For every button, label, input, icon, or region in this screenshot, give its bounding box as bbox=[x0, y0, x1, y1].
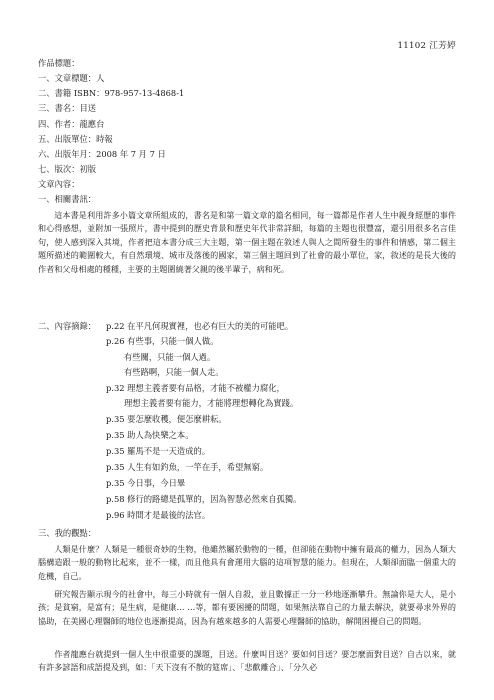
meta-item-isbn: 二、書籍 ISBN：978-957-13-4868-1 bbox=[38, 88, 185, 98]
excerpt-line: p.96 時間才是最後的法官。 bbox=[106, 510, 211, 520]
section-label-excerpts: 二、內容摘錄： bbox=[38, 321, 97, 331]
meta-item-author: 四、作者：龍應台 bbox=[38, 119, 105, 129]
excerpt-line: 有些關，只能一個人過。 bbox=[124, 352, 216, 362]
meta-item-publish-date: 六、出版年月：2008 年 7 月 7 日 bbox=[38, 149, 166, 159]
viewpoint-paragraph-3: 作者龍應台就提到一個人生中很重要的課題，目送。什麼叫目送？要如何目送？要怎麼面對目送？自古以來，就有許多諺語和成語提及到，如：「天下沒有不散的筵席」、「悲歡離合」、「分久必 bbox=[38, 649, 456, 673]
intro-paragraph: 這本書是利用許多小篇文章所組成的，書名是和第一篇文章的篇名相同，每一篇都是作者人生中親身經歷的事件和心得感想，並附加一張照片，書中提到的歷史背景和歷史年代非常詳細，每篇的主題也很豐富，還引用很多名言佳句，使人感到深入其境，作者把這本書分成三大主題，第一個主題在敘述人與人之間所發生的事件和情感，第二個主題所描述的範圍較大，有自然環境、城市及落後的國家，第三個主題回到了社會的最小單位，家，敘述的是長大後的作者和父母相處的種種，主要的主題圍繞著父親的後半輩子，病和死。 bbox=[38, 210, 456, 274]
excerpt-line: p.35 要怎麼收穫，便怎麼耕耘。 bbox=[106, 414, 227, 424]
excerpt-line: p.26 有些事，只能一個人做。 bbox=[106, 336, 219, 346]
viewpoint-paragraph-2: 研究報告顯示現今的社會中，每三小時就有一個人自殺，並且數據正一分一秒地逐漸攀升。無論你是大人，是小孩；是貧窮，是富有；是生病，是健康… …等，都有要困擾的問題，如果無法靠自己的力量去解決，就要尋求外界的協助，在美國心理醫師的地位也逐漸提高，因為有越來越多的人需要心理醫師的協助，解開困擾自己的問題。 bbox=[38, 589, 456, 626]
section-label-viewpoint: 三、我的觀點： bbox=[38, 528, 97, 538]
excerpt-line: p.35 人生有如釣魚，一竿在手，希望無窮。 bbox=[106, 462, 269, 472]
excerpt-line: p.35 今日事，今日畢 bbox=[106, 478, 186, 488]
work-title-label: 作品標題： bbox=[38, 58, 80, 68]
section-label-book-info: 一、相關書訊： bbox=[38, 194, 97, 204]
meta-item-book-name: 三、書名：目送 bbox=[38, 103, 97, 113]
excerpt-line: 有些路啊，只能一個人走。 bbox=[124, 367, 224, 377]
meta-item-edition: 七、版次：初版 bbox=[38, 164, 97, 174]
meta-item-article-title: 一、文章標題：人 bbox=[38, 73, 105, 83]
excerpt-line: p.58 修行的路總是孤單的，因為智慧必然來自孤獨。 bbox=[106, 494, 302, 504]
viewpoint-paragraph-1: 人類是什麼？人類是一種很奇妙的生物，他雖然屬於動物的一種，但卻能在動物中擁有最高的權力，因為人類大腦構造跟一般的動物比起來，並不一樣，而且他具有會運用大腦的這項智慧的能力。但現在，人類卻面臨一個重大的危機，自己。 bbox=[38, 544, 456, 581]
student-id-author: 11102 江芳婷 bbox=[397, 41, 456, 51]
excerpt-line: p.22 在平凡何現實裡，也必有巨大的美的可能吧。 bbox=[106, 321, 294, 331]
excerpt-line: 理想主義者要有能力，才能將理想轉化為實踐。 bbox=[124, 398, 299, 408]
content-label: 文章內容： bbox=[38, 179, 80, 189]
excerpt-line: p.35 助人為快樂之本。 bbox=[106, 430, 194, 440]
meta-item-publisher: 五、出版單位：時報 bbox=[38, 134, 113, 144]
excerpt-line: p.35 羅馬不是一天造成的。 bbox=[106, 446, 211, 456]
excerpt-line: p.32 理想主義者要有品格，才能不被權力腐化， bbox=[106, 383, 285, 393]
